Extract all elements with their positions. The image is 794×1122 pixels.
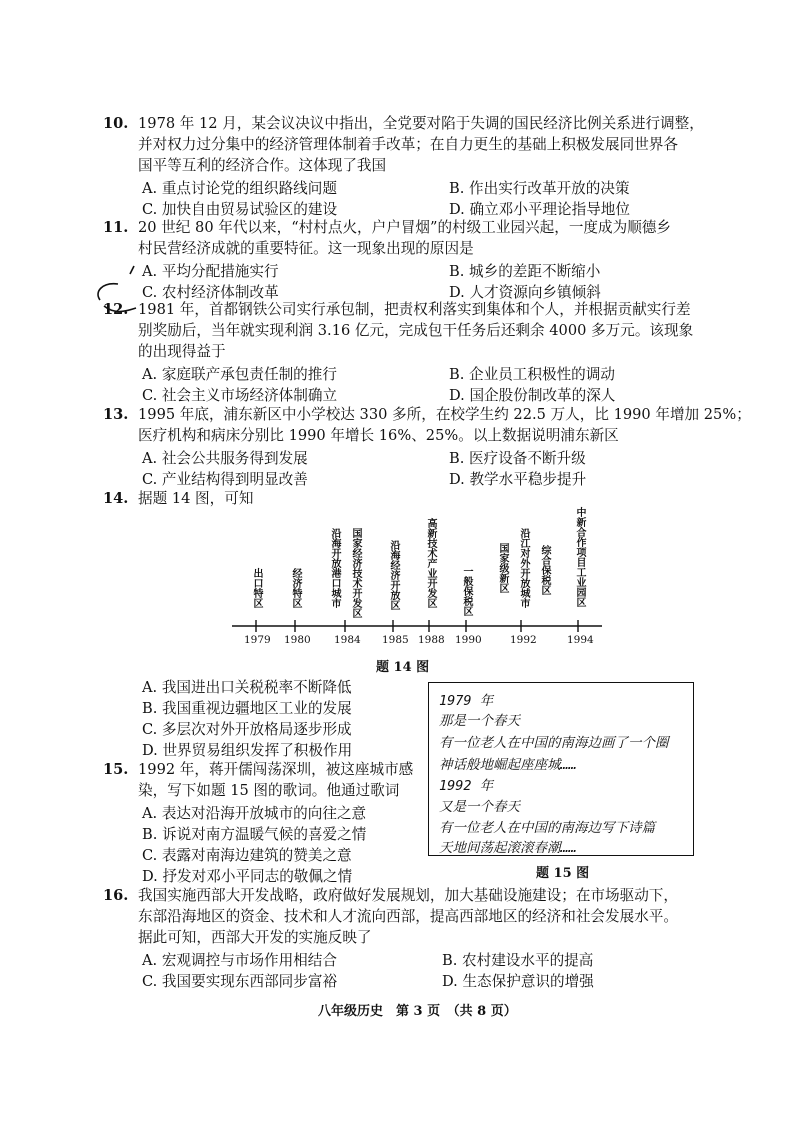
q11-option-b[interactable]: B. 城乡的差距不断缩小: [449, 263, 601, 280]
q16-option-d[interactable]: D. 生态保护意识的增强: [442, 973, 594, 990]
q15-stem-line2: 染，写下如题 15 图的歌词。他通过歌词: [138, 782, 400, 799]
q12-option-c[interactable]: C. 社会主义市场经济体制确立: [142, 387, 338, 404]
lyric-line-2: 那是一个春天: [439, 713, 520, 729]
q12-option-b[interactable]: B. 企业员工积极性的调动: [449, 366, 615, 383]
q14-option-d[interactable]: D. 世界贸易组织发挥了积极作用: [142, 742, 353, 759]
timeline-label-export-zone: 出口特区: [251, 568, 262, 608]
q12-stem-line2: 别奖励后，当年就实现利润 3.16 亿元，完成包干任务后还剩余 4000 多万元。该现象: [138, 322, 694, 339]
q10-option-d[interactable]: D. 确立邓小平理论指导地位: [449, 201, 630, 218]
lyric-line-3: 有一位老人在中国的南海边画了一个圈: [439, 735, 669, 751]
q10-stem-line1: 1978 年 12 月，某会议决议中指出，全党要对陷于失调的国民经济比例关系进行调整，: [138, 115, 704, 132]
timeline-year-1994: 1994: [567, 634, 594, 646]
q16-option-c[interactable]: C. 我国要实现东西部同步富裕: [142, 973, 338, 990]
lyric-line-8: 天地间荡起滚滚春潮……: [439, 840, 577, 856]
timeline-year-1984: 1984: [334, 634, 361, 646]
timeline-label-national-new-area: 国家级新区: [497, 543, 508, 593]
timeline-year-1980: 1980: [284, 634, 311, 646]
q10-number: 10.: [103, 115, 129, 132]
q15-option-a[interactable]: A. 表达对沿海开放城市的向往之意: [142, 805, 367, 822]
lyric-line-5: 1992 年: [439, 778, 494, 794]
q16-number: 16.: [103, 887, 129, 904]
q11-number: 11.: [103, 219, 129, 236]
q13-option-a[interactable]: A. 社会公共服务得到发展: [142, 450, 308, 467]
q11-option-c[interactable]: C. 农村经济体制改革: [142, 284, 279, 301]
q15-option-c[interactable]: C. 表露对南海边建筑的赞美之意: [142, 847, 352, 864]
lyric-line-1: 1979 年: [439, 693, 494, 709]
pen-annotation-mark: [90, 262, 140, 322]
timeline-label-bonded-zone: 一般保税区: [461, 566, 472, 616]
timeline-label-hi-tech-zone: 高新技术产业开发区: [425, 518, 436, 608]
figure14-caption: 题 14 图: [376, 660, 430, 675]
q13-number: 13.: [103, 406, 129, 423]
lyric-line-4: 神话般地崛起座座城……: [439, 757, 577, 773]
page-footer: 八年级历史 第 3 页 （共 8 页）: [318, 1004, 517, 1019]
q16-option-a[interactable]: A. 宏观调控与市场作用相结合: [142, 952, 337, 969]
timeline-year-1990: 1990: [455, 634, 482, 646]
q11-option-d[interactable]: D. 人才资源向乡镇倾斜: [449, 284, 601, 301]
q15-stem-line1: 1992 年，蒋开儒闯荡深圳，被这座城市感: [138, 761, 414, 778]
q13-stem-line1: 1995 年底，浦东新区中小学校达 330 多所，在校学生约 22.5 万人，比 1990 年增加 25%；: [138, 406, 751, 423]
q11-stem-line2: 村民营经济成就的重要特征。这一现象出现的原因是: [138, 240, 474, 257]
q13-option-b[interactable]: B. 医疗设备不断升级: [449, 450, 586, 467]
q14-stem-line1: 据题 14 图，可知: [138, 490, 254, 507]
q12-stem-line1: 1981 年，首都钢铁公司实行承包制，把责权利落实到集体和个人，并根据贡献实行差: [138, 301, 691, 318]
timeline-label-sez: 经济特区: [290, 568, 301, 608]
q11-stem-line1: 20 世纪 80 年代以来，“村村点火，户户冒烟”的村级工业园兴起，一度成为顺德乡: [138, 219, 671, 236]
q13-option-d[interactable]: D. 教学水平稳步提升: [449, 471, 587, 488]
timeline-year-1992: 1992: [510, 634, 537, 646]
timeline-label-sino-singapore-park: 中新合作项目工业园区: [574, 507, 585, 607]
timeline-year-1985: 1985: [382, 634, 409, 646]
q13-stem-line2: 医疗机构和病床分别比 1990 年增长 16%、25%。以上数据说明浦东新区: [138, 427, 619, 444]
timeline-label-etdz: 国家经济技术开发区: [350, 528, 361, 618]
q16-stem-line1: 我国实施西部大开发战略，政府做好发展规划，加大基础设施建设；在市场驱动下，: [138, 887, 678, 904]
q12-option-a[interactable]: A. 家庭联产承包责任制的推行: [142, 366, 337, 383]
q10-stem-line2: 并对权力过分集中的经济管理体制着手改革；在自力更生的基础上积极发展同世界各: [138, 136, 678, 153]
q15-option-b[interactable]: B. 诉说对南方温暖气候的喜爱之情: [142, 826, 367, 843]
q12-number: 12.: [103, 301, 129, 318]
timeline-label-riverside-cities: 沿江对外开放城市: [518, 528, 529, 608]
q14-number: 14.: [103, 490, 129, 507]
q14-option-b[interactable]: B. 我国重视边疆地区工业的发展: [142, 700, 352, 717]
timeline-label-coastal-open-area: 沿海经济开放区: [388, 540, 399, 610]
timeline-label-comprehensive-bonded: 综合保税区: [539, 545, 550, 595]
timeline-year-1988: 1988: [418, 634, 445, 646]
timeline-year-1979: 1979: [244, 634, 271, 646]
q15-number: 15.: [103, 761, 129, 778]
q16-option-b[interactable]: B. 农村建设水平的提高: [442, 952, 594, 969]
q10-option-b[interactable]: B. 作出实行改革开放的决策: [449, 180, 630, 197]
q12-stem-line3: 的出现得益于: [138, 343, 226, 360]
q16-stem-line2: 东部沿海地区的资金、技术和人才流向西部，提高西部地区的经济和社会发展水平。: [138, 908, 678, 925]
q16-stem-line3: 据此可知，西部大开发的实施反映了: [138, 929, 372, 946]
lyric-line-6: 又是一个春天: [439, 799, 520, 815]
lyric-line-7: 有一位老人在中国的南海边写下诗篇: [439, 820, 655, 836]
q13-option-c[interactable]: C. 产业结构得到明显改善: [142, 471, 308, 488]
q14-option-a[interactable]: A. 我国进出口关税税率不断降低: [142, 679, 352, 696]
q10-option-c[interactable]: C. 加快自由贸易试验区的建设: [142, 201, 338, 218]
figure15-caption: 题 15 图: [536, 866, 590, 881]
q15-option-d[interactable]: D. 抒发对邓小平同志的敬佩之情: [142, 868, 353, 885]
q12-option-d[interactable]: D. 国企股份制改革的深人: [449, 387, 616, 404]
q10-option-a[interactable]: A. 重点讨论党的组织路线问题: [142, 180, 337, 197]
q14-option-c[interactable]: C. 多层次对外开放格局逐步形成: [142, 721, 352, 738]
timeline-label-coastal-port-cities: 沿海开放港口城市: [329, 528, 340, 608]
q11-option-a[interactable]: A. 平均分配措施实行: [142, 263, 279, 280]
figure15-lyric-box: [428, 682, 694, 856]
q10-stem-line3: 国平等互利的经济合作。这体现了我国: [138, 157, 387, 174]
